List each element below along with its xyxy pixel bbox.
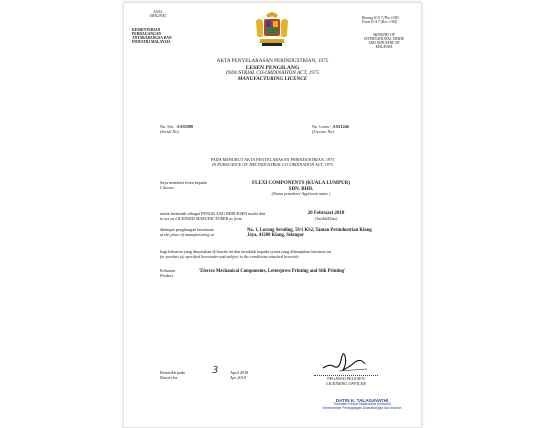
- licence-number: [312, 125, 349, 134]
- address-line2: Jaya, 41200 Klang, Selangor: [247, 233, 304, 239]
- date-clause: [160, 212, 265, 221]
- dated-day-handwritten: 3: [212, 365, 219, 376]
- ministry-ms-line: INDUSTRI MALAYSIA: [132, 40, 171, 45]
- title-licence-en: MANUFACTURING LICENCE: [237, 75, 308, 82]
- dated-label-en: Dated this: [160, 374, 178, 380]
- ministry-ms-line: ANTARABANGSA DAN: [132, 36, 172, 41]
- effective-date: [300, 211, 352, 221]
- dated-label-ms: Bertarikh pada: [160, 370, 185, 375]
- signature-icon: [321, 348, 371, 374]
- pursuance-en: IN PURSUANCE OF THE INDUSTRIAL CO-ORDINATION ACT, 1975: [211, 161, 334, 167]
- form-code-en: Form ICA 7 (Rev. 1/08): [362, 20, 397, 25]
- date-clause-ms: untuk bertindak sebagai PENGILANG BERLESEN mulai dari: [160, 211, 266, 216]
- ministry-ms-line: PERDAGANGAN: [132, 32, 162, 37]
- ministry-name-ms: [132, 28, 172, 44]
- dated-month-en: Apr 2018: [230, 374, 246, 380]
- conditions-ms: bagi keluaran yang dinyatakan di bawah ini dan tertakluk kepada syarat yang dilampirkan bersama ini: [160, 249, 331, 254]
- ministry-en-line: AND INDUSTRY OF: [368, 41, 400, 46]
- licensee-caption: (Nama pemohon/ Applicant name ): [271, 191, 331, 196]
- title-act-ms: AKTA PENYELARASAN PERINDUSTRIAN, 1975: [216, 58, 329, 64]
- serial-value: A 035980: [176, 124, 193, 129]
- conditions-en: for product (s) specified hereunder and subject to the conditions attached herewith: [160, 253, 299, 259]
- title-licence-ms: LESEN PENGILANG: [245, 64, 300, 71]
- licensee-label: [160, 181, 207, 190]
- original-label-en: ORIGINAL: [149, 14, 167, 19]
- premises-address: [247, 228, 372, 238]
- serial-label: No. Siri :: [160, 124, 176, 129]
- premises-label: [160, 228, 214, 237]
- product-label-en: Product: [160, 272, 174, 278]
- ministry-ms-line: KEMENTERIAN: [132, 28, 161, 32]
- document-title: [124, 59, 421, 82]
- licence-document: [123, 2, 422, 428]
- premises-label-ms: ditempat pengilangan beralamat: [160, 227, 214, 232]
- premises-label-en: at the place of manufacturing at: [160, 231, 214, 237]
- licensee-name-line2: SDN. BHD.: [288, 186, 314, 192]
- licensee-label-ms: Saya memberi lesen kepada: [160, 180, 207, 185]
- dated-month-ms: April 2018: [230, 370, 249, 375]
- effective-date-caption: (Tarikh/Date): [314, 215, 338, 221]
- officer-title-ms: PEGAWAI PELESEN: [327, 376, 365, 381]
- stamp-position: Timbalan Ketua Setiausaha (Industri): [333, 402, 391, 407]
- serial-label-en: (Serial No): [160, 128, 179, 134]
- address-line1: No. 1, Lorong Seruling, 59/1 KS2, Taman Perindustrian Klang: [247, 228, 372, 233]
- original-label-ms: ASAL: [153, 10, 163, 14]
- form-code: [362, 16, 399, 24]
- date-clause-en: to act as LICENSED MANUFACTURER as from: [160, 215, 242, 221]
- pursuance-clause: [124, 158, 421, 167]
- product-label: [160, 269, 175, 278]
- title-act-en: INDUSTRIAL CO-ORDINATION ACT, 1975: [225, 69, 320, 76]
- licensing-officer: [314, 375, 378, 386]
- ministry-name-en: [352, 33, 416, 49]
- official-stamp: [310, 398, 414, 411]
- licence-value: A 021246: [332, 124, 349, 129]
- officer-title-en: LICENSING OFFICER: [326, 380, 366, 386]
- licence-label-en: (Licence No): [312, 128, 334, 134]
- coat-of-arms-icon: [252, 9, 292, 49]
- conditions-clause: [160, 250, 331, 259]
- form-code-ms: Borang ICA 7 (Pin 1/08): [362, 16, 399, 20]
- stamp-name: DATIN K. TALAGAVATHI: [335, 398, 389, 403]
- pursuance-ms: PADA MENURUT AKTA PENYELARASAN PERINDUSTRIAN, 1975: [210, 157, 335, 162]
- ministry-en-line: INTERNATIONAL TRADE: [364, 37, 404, 42]
- dated-label: [160, 371, 185, 380]
- product-value: 'Electro Mechanical Components, Letterpress Printing and Silk Printing': [199, 269, 346, 274]
- original-label: [138, 10, 178, 18]
- licensee-name-line1: FLEXI COMPONENTS (KUALA LUMPUR): [252, 181, 350, 186]
- ministry-en-line: MALAYSIA: [375, 45, 393, 50]
- product-label-ms: Keluaran: [160, 268, 176, 273]
- licensee-name: [236, 181, 366, 197]
- stamp-ministry: Kementerian Perdagangan Antarabangsa dan Industri: [322, 405, 402, 410]
- ministry-en-line: MINISTRY OF: [373, 33, 395, 37]
- licence-label: No. Lesen :: [312, 124, 332, 129]
- effective-date-value: 20 Februari 2018: [307, 211, 345, 216]
- serial-number: [160, 125, 193, 134]
- dated-month: [230, 371, 248, 380]
- licensee-label-en: I licence: [160, 184, 175, 190]
